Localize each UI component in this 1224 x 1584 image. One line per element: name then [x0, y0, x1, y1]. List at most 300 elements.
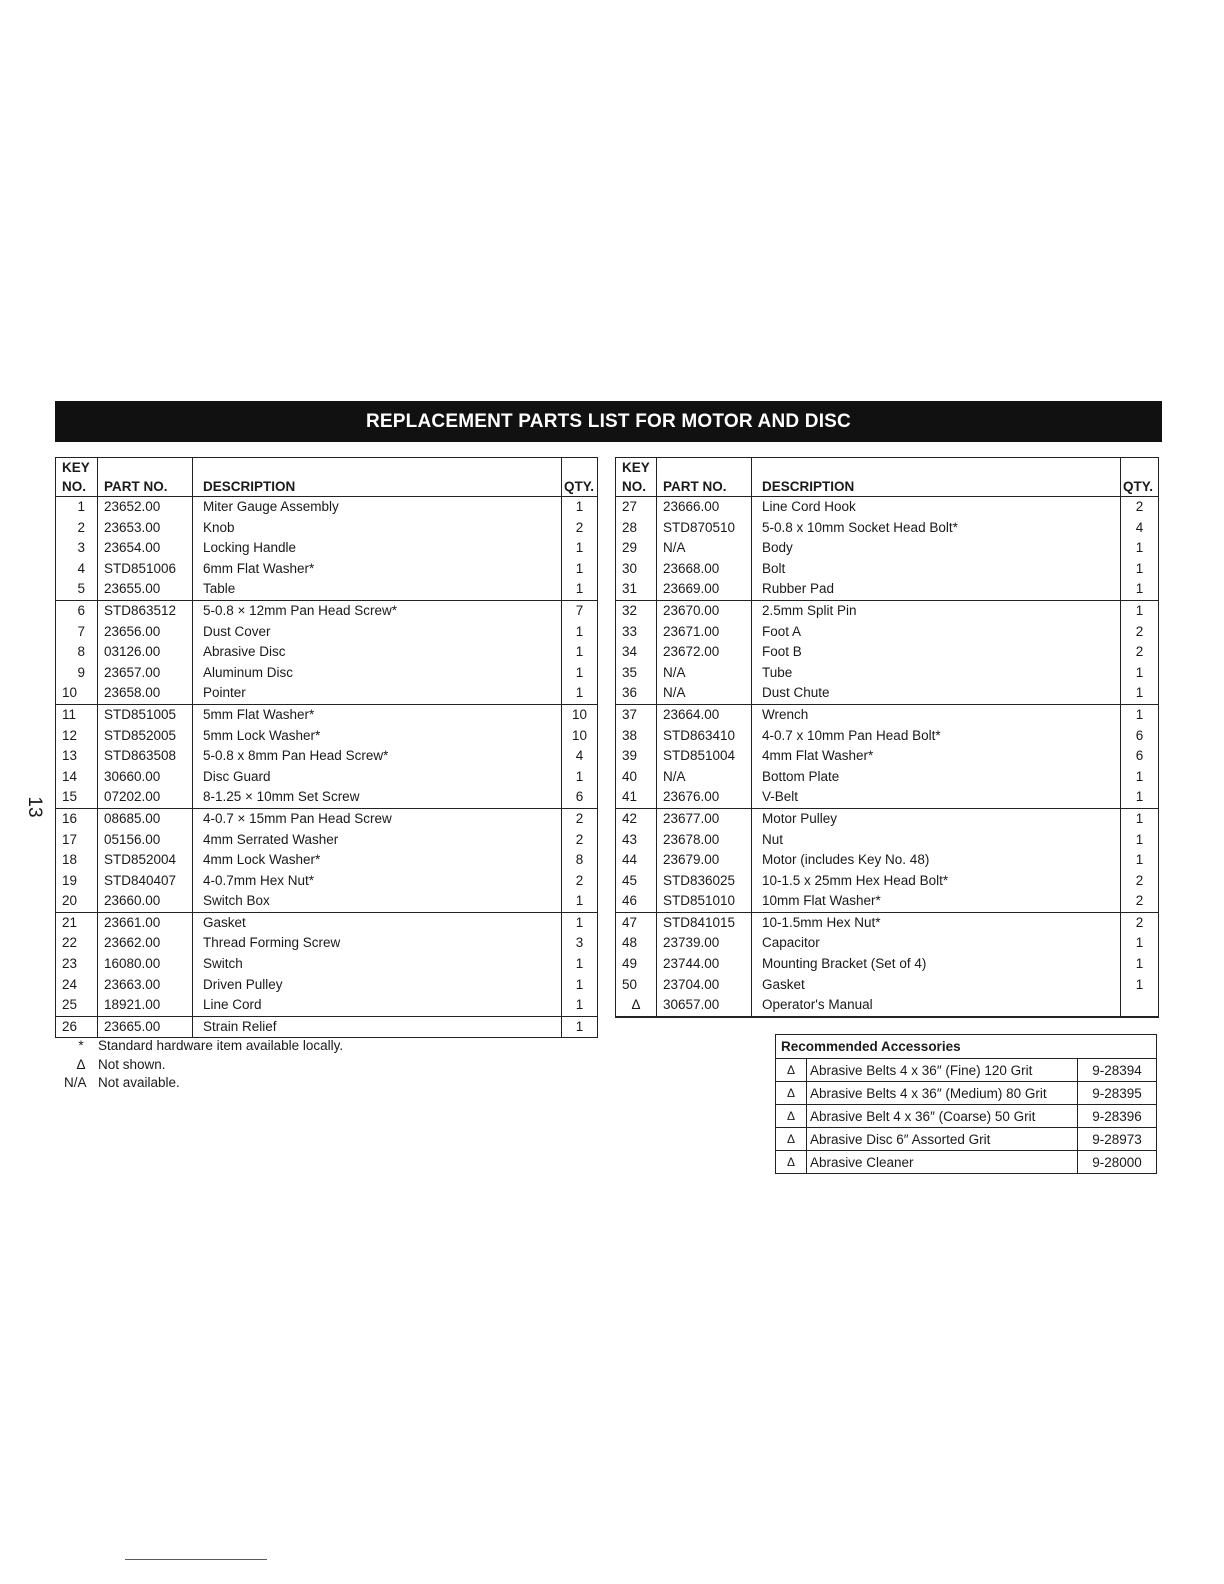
accessory-description: Abrasive Belts 4 x 36″ (Medium) 80 Grit [807, 1082, 1078, 1105]
part-no-cell: 23669.00 [657, 579, 752, 600]
description-cell: Capacitor [752, 933, 1121, 954]
parts-table-left [55, 457, 598, 1038]
table-row [56, 891, 598, 912]
description-cell: V-Belt [752, 787, 1121, 808]
qty-cell: 3 [562, 933, 598, 954]
key-no-cell: 11 [56, 704, 98, 725]
description-cell: Motor (includes Key No. 48) [752, 850, 1121, 871]
key-no-cell: 33 [616, 622, 657, 643]
header-part-no: PART NO. [657, 458, 752, 497]
key-no-cell: 45 [616, 871, 657, 892]
part-no-cell: 23655.00 [98, 579, 193, 600]
table-row [56, 933, 598, 954]
header-description: DESCRIPTION [193, 458, 562, 497]
description-cell: Knob [193, 518, 562, 539]
description-cell: Nut [752, 830, 1121, 851]
note-row [64, 1037, 343, 1056]
qty-cell: 2 [562, 518, 598, 539]
description-cell: Abrasive Disc [193, 642, 562, 663]
table-row [56, 726, 598, 747]
qty-cell: 1 [1121, 933, 1159, 954]
part-no-cell: 23653.00 [98, 518, 193, 539]
part-no-cell: 23665.00 [98, 1016, 193, 1038]
accessories-list [776, 1059, 1157, 1174]
key-no-cell: 40 [616, 767, 657, 788]
key-no-cell: 20 [56, 891, 98, 912]
part-no-cell: STD840407 [98, 871, 193, 892]
table-row [56, 642, 598, 663]
qty-cell: 1 [562, 642, 598, 663]
description-cell: Mounting Bracket (Set of 4) [752, 954, 1121, 975]
qty-cell: 10 [562, 726, 598, 747]
part-no-cell: STD836025 [657, 871, 752, 892]
description-cell: 4mm Serrated Washer [193, 830, 562, 851]
table-row [56, 830, 598, 851]
accessory-symbol: Δ [776, 1059, 807, 1082]
note-symbol: * [78, 1038, 84, 1053]
part-no-cell: 23652.00 [98, 497, 193, 518]
table-row [56, 704, 598, 725]
part-no-cell: 23664.00 [657, 704, 752, 725]
key-no-cell: 24 [56, 975, 98, 996]
part-no-cell: 23744.00 [657, 954, 752, 975]
part-no-cell: STD851005 [98, 704, 193, 725]
table-row [616, 600, 1159, 621]
table-row [616, 871, 1159, 892]
part-no-cell: 23658.00 [98, 683, 193, 704]
qty-cell: 2 [562, 808, 598, 829]
qty-cell: 1 [562, 663, 598, 684]
part-no-cell: 23672.00 [657, 642, 752, 663]
table-row [56, 559, 598, 580]
accessory-row [776, 1059, 1157, 1082]
qty-cell: 1 [562, 954, 598, 975]
qty-cell: 2 [1121, 871, 1159, 892]
table-row [56, 746, 598, 767]
table-row [616, 497, 1159, 518]
key-no-cell: 3 [56, 538, 98, 559]
description-cell: Line Cord [193, 995, 562, 1016]
table-row [616, 912, 1159, 933]
qty-cell: 6 [1121, 746, 1159, 767]
part-no-cell: STD852004 [98, 850, 193, 871]
key-no-cell: 7 [56, 622, 98, 643]
header-qty: QTY. [1121, 458, 1159, 497]
table-row [56, 538, 598, 559]
key-no-cell: 44 [616, 850, 657, 871]
description-cell: Operator's Manual [752, 995, 1121, 1016]
table-row [56, 850, 598, 871]
qty-cell: 1 [1121, 787, 1159, 808]
description-cell: 10-1.5mm Hex Nut* [752, 912, 1121, 933]
part-no-cell: STD863512 [98, 600, 193, 621]
description-cell: 4mm Lock Washer* [193, 850, 562, 871]
description-cell: Gasket [193, 912, 562, 933]
table-row [616, 933, 1159, 954]
table-row [616, 579, 1159, 600]
description-cell: 8-1.25 × 10mm Set Screw [193, 787, 562, 808]
key-no-cell: 31 [616, 579, 657, 600]
description-cell: 5-0.8 x 8mm Pan Head Screw* [193, 746, 562, 767]
table-row [56, 518, 598, 539]
accessory-description: Abrasive Belts 4 x 36″ (Fine) 120 Grit [807, 1059, 1078, 1082]
part-no-cell: N/A [657, 683, 752, 704]
accessory-row [776, 1128, 1157, 1151]
qty-cell: 1 [562, 538, 598, 559]
key-no-cell: 34 [616, 642, 657, 663]
description-cell: Line Cord Hook [752, 497, 1121, 518]
part-no-cell: STD863410 [657, 726, 752, 747]
table-row [616, 683, 1159, 704]
key-no-cell: 4 [56, 559, 98, 580]
qty-cell: 1 [562, 683, 598, 704]
description-cell: Bottom Plate [752, 767, 1121, 788]
part-no-cell: N/A [657, 538, 752, 559]
description-cell: Wrench [752, 704, 1121, 725]
description-cell: 6mm Flat Washer* [193, 559, 562, 580]
qty-cell: 10 [562, 704, 598, 725]
description-cell: 5-0.8 x 10mm Socket Head Bolt* [752, 518, 1121, 539]
table-row [56, 663, 598, 684]
table-row [56, 975, 598, 996]
qty-cell: 1 [562, 912, 598, 933]
table-row [56, 954, 598, 975]
qty-cell: 1 [562, 622, 598, 643]
table-row [616, 642, 1159, 663]
part-no-cell: 23657.00 [98, 663, 193, 684]
accessories-table [775, 1034, 1157, 1174]
key-no-cell: 25 [56, 995, 98, 1016]
qty-cell: 6 [1121, 726, 1159, 747]
table-row [56, 683, 598, 704]
description-cell: Body [752, 538, 1121, 559]
key-no-cell: 21 [56, 912, 98, 933]
description-cell: Table [193, 579, 562, 600]
qty-cell [1121, 1016, 1159, 1017]
note-text: Not available. [98, 1075, 180, 1090]
table-row [616, 830, 1159, 851]
table-row [616, 663, 1159, 684]
table-row [616, 704, 1159, 725]
qty-cell: 1 [1121, 975, 1159, 996]
part-no-cell: 07202.00 [98, 787, 193, 808]
part-no-cell: 23704.00 [657, 975, 752, 996]
part-no-cell: 23661.00 [98, 912, 193, 933]
qty-cell: 1 [1121, 559, 1159, 580]
part-no-cell: STD870510 [657, 518, 752, 539]
description-cell: Pointer [193, 683, 562, 704]
key-no-cell: 19 [56, 871, 98, 892]
table-row [56, 600, 598, 621]
description-cell: Thread Forming Screw [193, 933, 562, 954]
qty-cell: 2 [1121, 891, 1159, 912]
key-no-cell [616, 1016, 657, 1017]
key-no-cell: 39 [616, 746, 657, 767]
table-row [616, 767, 1159, 788]
part-no-cell: 23668.00 [657, 559, 752, 580]
qty-cell: 2 [562, 871, 598, 892]
part-no-cell: 23676.00 [657, 787, 752, 808]
part-no-cell: STD852005 [98, 726, 193, 747]
header-key-no: KEY NO. [56, 458, 98, 497]
accessory-row [776, 1082, 1157, 1105]
header-qty: QTY. [562, 458, 598, 497]
qty-cell: 2 [1121, 497, 1159, 518]
part-no-cell: STD851004 [657, 746, 752, 767]
parts-list-right [616, 497, 1159, 1018]
note-symbol: Δ [76, 1056, 86, 1072]
part-no-cell: STD851010 [657, 891, 752, 912]
key-no-cell: 49 [616, 954, 657, 975]
accessory-symbol: Δ [776, 1082, 807, 1105]
table-row [616, 850, 1159, 871]
part-no-cell: 03126.00 [98, 642, 193, 663]
accessory-row [776, 1151, 1157, 1174]
note-row [64, 1056, 343, 1075]
key-no-cell: 9 [56, 663, 98, 684]
key-no-cell: 17 [56, 830, 98, 851]
key-no-cell: Δ [616, 995, 657, 1016]
qty-cell: 4 [1121, 518, 1159, 539]
part-no-cell: 23670.00 [657, 600, 752, 621]
note-text: Standard hardware item available locally. [98, 1038, 344, 1053]
description-cell: Tube [752, 663, 1121, 684]
key-no-cell: 35 [616, 663, 657, 684]
table-row [56, 808, 598, 829]
qty-cell: 1 [562, 559, 598, 580]
part-no-cell: N/A [657, 767, 752, 788]
qty-cell: 1 [1121, 579, 1159, 600]
key-no-cell: 37 [616, 704, 657, 725]
key-no-cell: 18 [56, 850, 98, 871]
part-no-cell: 23739.00 [657, 933, 752, 954]
key-no-cell: 29 [616, 538, 657, 559]
header-description: DESCRIPTION [752, 458, 1121, 497]
description-cell: 10-1.5 x 25mm Hex Head Bolt* [752, 871, 1121, 892]
key-no-cell: 28 [616, 518, 657, 539]
qty-cell: 1 [1121, 538, 1159, 559]
parts-table-right [615, 457, 1159, 1018]
key-no-cell: 14 [56, 767, 98, 788]
description-cell: Foot B [752, 642, 1121, 663]
key-no-cell: 26 [56, 1016, 98, 1038]
accessories-title: Recommended Accessories [776, 1035, 1157, 1059]
qty-cell: 1 [1121, 830, 1159, 851]
table-row [616, 954, 1159, 975]
table-row [56, 912, 598, 933]
key-no-cell: 16 [56, 808, 98, 829]
description-cell: 4mm Flat Washer* [752, 746, 1121, 767]
qty-cell: 2 [1121, 642, 1159, 663]
key-no-cell: 1 [56, 497, 98, 518]
qty-cell: 1 [1121, 704, 1159, 725]
accessory-part-no: 9-28000 [1078, 1151, 1157, 1174]
description-cell: 5-0.8 × 12mm Pan Head Screw* [193, 600, 562, 621]
qty-cell [1121, 995, 1159, 1016]
description-cell: Rubber Pad [752, 579, 1121, 600]
accessory-symbol: Δ [776, 1151, 807, 1174]
table-row [56, 995, 598, 1016]
key-no-cell: 12 [56, 726, 98, 747]
qty-cell: 2 [1121, 622, 1159, 643]
table-row [56, 1016, 598, 1038]
page-number: 13 [24, 796, 45, 818]
description-cell: Switch [193, 954, 562, 975]
key-no-cell: 41 [616, 787, 657, 808]
key-no-cell: 23 [56, 954, 98, 975]
description-cell: Bolt [752, 559, 1121, 580]
page-title: REPLACEMENT PARTS LIST FOR MOTOR AND DISC [55, 401, 1162, 442]
part-no-cell: STD851006 [98, 559, 193, 580]
part-no-cell: 18921.00 [98, 995, 193, 1016]
table-row [616, 559, 1159, 580]
table-row [56, 787, 598, 808]
header-key-no: KEY NO. [616, 458, 657, 497]
qty-cell: 1 [562, 975, 598, 996]
part-no-cell: 05156.00 [98, 830, 193, 851]
table-row [616, 518, 1159, 539]
table-row [616, 726, 1159, 747]
qty-cell: 1 [562, 497, 598, 518]
qty-cell: 1 [562, 995, 598, 1016]
part-no-cell: 23671.00 [657, 622, 752, 643]
key-no-cell: 22 [56, 933, 98, 954]
key-no-cell: 50 [616, 975, 657, 996]
accessory-description: Abrasive Cleaner [807, 1151, 1078, 1174]
key-no-cell: 43 [616, 830, 657, 851]
qty-cell: 1 [1121, 954, 1159, 975]
key-no-cell: 15 [56, 787, 98, 808]
part-no-cell: 23660.00 [98, 891, 193, 912]
table-row [616, 622, 1159, 643]
accessory-part-no: 9-28396 [1078, 1105, 1157, 1128]
header-part-no: PART NO. [98, 458, 193, 497]
note-text: Not shown. [98, 1056, 166, 1072]
part-no-cell: 23663.00 [98, 975, 193, 996]
description-cell: 2.5mm Split Pin [752, 600, 1121, 621]
key-no-cell: 5 [56, 579, 98, 600]
key-no-cell: 46 [616, 891, 657, 912]
key-no-cell: 10 [56, 683, 98, 704]
key-no-cell: 27 [616, 497, 657, 518]
table-row [616, 746, 1159, 767]
key-no-cell: 47 [616, 912, 657, 933]
parts-list-left [56, 497, 598, 1038]
footer-rule [125, 1559, 267, 1560]
part-no-cell: STD863508 [98, 746, 193, 767]
part-no-cell: 23677.00 [657, 808, 752, 829]
part-no-cell: 30660.00 [98, 767, 193, 788]
qty-cell: 7 [562, 600, 598, 621]
description-cell: 4-0.7mm Hex Nut* [193, 871, 562, 892]
part-no-cell: STD841015 [657, 912, 752, 933]
accessory-part-no: 9-28395 [1078, 1082, 1157, 1105]
accessory-part-no: 9-28973 [1078, 1128, 1157, 1151]
part-no-cell: 23654.00 [98, 538, 193, 559]
description-cell: 4-0.7 x 10mm Pan Head Bolt* [752, 726, 1121, 747]
part-no-cell: 23662.00 [98, 933, 193, 954]
description-cell: Driven Pulley [193, 975, 562, 996]
description-cell: 5mm Flat Washer* [193, 704, 562, 725]
qty-cell: 4 [562, 746, 598, 767]
part-no-cell [657, 1016, 752, 1017]
accessory-description: Abrasive Disc 6″ Assorted Grit [807, 1128, 1078, 1151]
key-no-cell: 32 [616, 600, 657, 621]
table-row [616, 808, 1159, 829]
description-cell [752, 1016, 1121, 1017]
table-row [616, 891, 1159, 912]
table-row [616, 787, 1159, 808]
accessory-description: Abrasive Belt 4 x 36″ (Coarse) 50 Grit [807, 1105, 1078, 1128]
description-cell: Dust Chute [752, 683, 1121, 704]
table-row [56, 871, 598, 892]
description-cell: Disc Guard [193, 767, 562, 788]
qty-cell: 2 [1121, 912, 1159, 933]
key-no-cell: 13 [56, 746, 98, 767]
part-no-cell: 23666.00 [657, 497, 752, 518]
key-no-cell: 6 [56, 600, 98, 621]
description-cell: 5mm Lock Washer* [193, 726, 562, 747]
qty-cell: 8 [562, 850, 598, 871]
qty-cell: 1 [1121, 767, 1159, 788]
qty-cell: 1 [1121, 808, 1159, 829]
description-cell: Foot A [752, 622, 1121, 643]
qty-cell: 1 [1121, 683, 1159, 704]
part-no-cell: 08685.00 [98, 808, 193, 829]
qty-cell: 1 [1121, 850, 1159, 871]
key-no-cell: 30 [616, 559, 657, 580]
key-no-cell: 42 [616, 808, 657, 829]
note-symbol: N/A [64, 1075, 87, 1090]
legend-notes [64, 1037, 343, 1093]
part-no-cell: 16080.00 [98, 954, 193, 975]
description-cell: 4-0.7 × 15mm Pan Head Screw [193, 808, 562, 829]
description-cell: Switch Box [193, 891, 562, 912]
description-cell: Gasket [752, 975, 1121, 996]
description-cell: 10mm Flat Washer* [752, 891, 1121, 912]
description-cell: Strain Relief [193, 1016, 562, 1038]
qty-cell: 2 [562, 830, 598, 851]
part-no-cell: 23678.00 [657, 830, 752, 851]
qty-cell: 1 [562, 767, 598, 788]
description-cell: Miter Gauge Assembly [193, 497, 562, 518]
accessory-symbol: Δ [776, 1105, 807, 1128]
note-row [64, 1074, 343, 1093]
table-row [616, 1016, 1159, 1017]
qty-cell: 1 [1121, 600, 1159, 621]
qty-cell: 1 [562, 891, 598, 912]
key-no-cell: 48 [616, 933, 657, 954]
table-row [616, 975, 1159, 996]
description-cell: Motor Pulley [752, 808, 1121, 829]
part-no-cell: 23679.00 [657, 850, 752, 871]
table-row [616, 995, 1159, 1016]
accessory-part-no: 9-28394 [1078, 1059, 1157, 1082]
table-row [56, 767, 598, 788]
qty-cell: 6 [562, 787, 598, 808]
table-row [56, 497, 598, 518]
description-cell: Dust Cover [193, 622, 562, 643]
accessory-row [776, 1105, 1157, 1128]
part-no-cell: 23656.00 [98, 622, 193, 643]
key-no-cell: 36 [616, 683, 657, 704]
key-no-cell: 2 [56, 518, 98, 539]
part-no-cell: N/A [657, 663, 752, 684]
qty-cell: 1 [562, 579, 598, 600]
qty-cell: 1 [562, 1016, 598, 1038]
qty-cell: 1 [1121, 663, 1159, 684]
accessory-symbol: Δ [776, 1128, 807, 1151]
